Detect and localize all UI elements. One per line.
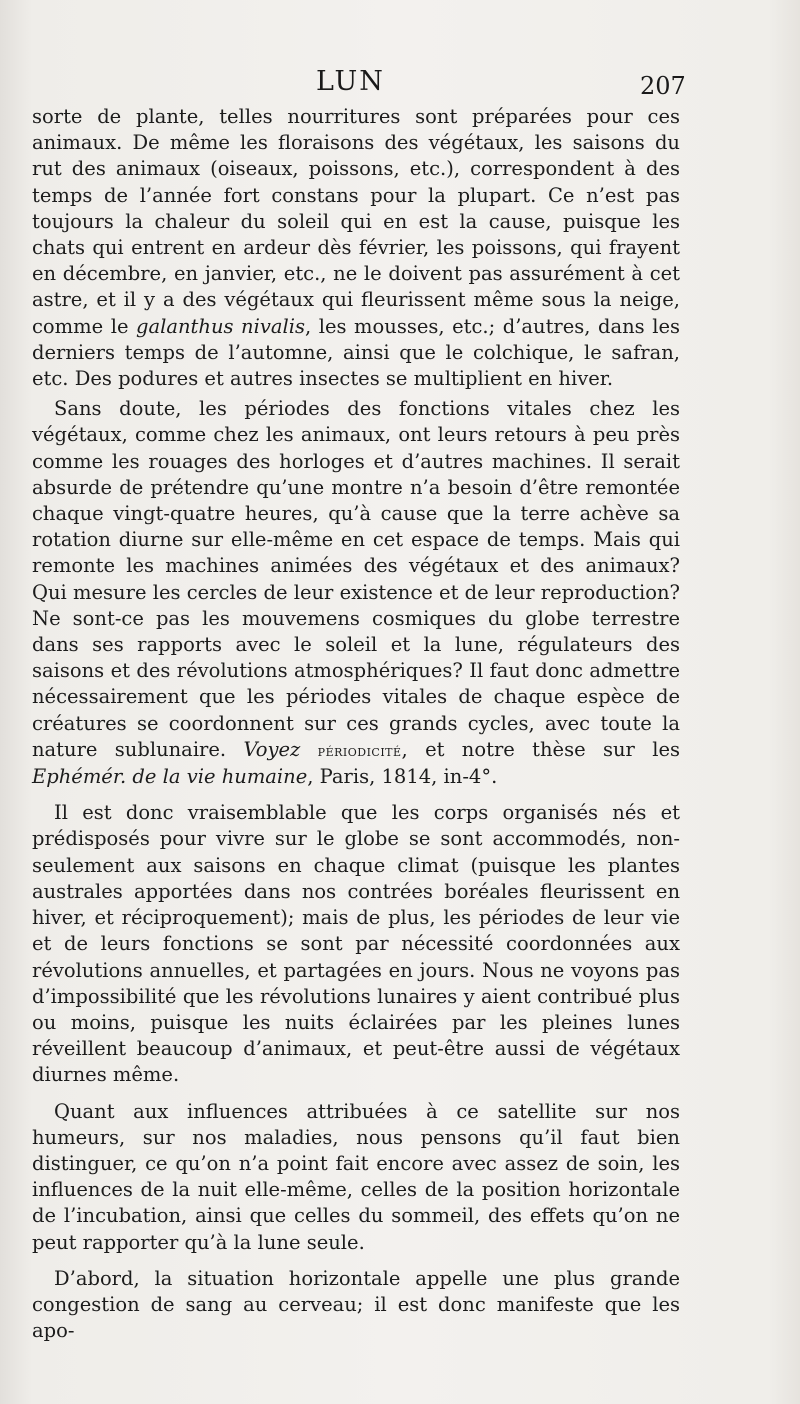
paragraph-2: [32, 396, 680, 790]
paragraph-1-text-b: , les mousses, etc.; d’autres, dans les derniers temps de l’automne, ainsi que le colchique, le safran, etc. Des podures et autres insectes se multiplient en hiver.: [32, 314, 681, 391]
paragraph-3: Il est donc vraisemblable que les corps organisés nés et prédisposés pour vivre sur le globe se sont accommodés, non-seulement aux saisons en chaque climat (puisque les plantes australes apportées dans nos contrées boréales fleurissent en hiver, et réciproquement); mais de plus, les périodes de leur vie et de leurs fonctions se sont par nécessité coordonnées aux révolutions annuelles, et partagées en jours. Nous ne voyons pas d’impossibilité que les révolutions lunaires y aient contribué plus ou moins, puisque les nuits éclairées par les pleines lunes réveillent beaucoup d’animaux, et peut-être aussi de végétaux diurnes même.: [32, 801, 680, 1087]
page-number: 207: [640, 72, 686, 100]
paragraph-2-voyez: Voyez: [243, 737, 301, 761]
paragraph-4: Quant aux influences attribuées à ce satellite sur nos humeurs, sur nos maladies, nous pensons qu’il faut bien distinguer, ce qu’on n’a point fait encore avec assez de soin, les influences de la nuit elle-même, celles de la position horizontale de l’incubation, ainsi que celles du sommeil, des effets qu’on ne peut rapporter qu’à la lune seule.: [32, 1099, 680, 1254]
paragraph-1: [32, 104, 680, 392]
paragraph-2-text-a: Sans doute, les périodes des fonctions vitales chez les végétaux, comme chez les animaux, ont leurs retours à peu près comme les rouages des horloges et d’autres machines. Il serait absurde de prétendre qu’une montre n’a besoin d’être remontée chaque vingt-quatre heures, qu’à cause que la terre achève sa rotation diurne sur elle-même en cet espace de temps. Mais qui remonte les machines animées des végétaux et des animaux? Qui mesure les cercles de leur existence et de leur reproduction? Ne sont-ce pas les mouvemens cosmiques du globe terrestre dans ses rapports avec le soleil et la lune, régulateurs des saisons et des révolutions atmosphériques? Il faut donc admettre nécessairement que les périodes vitales de chaque espèce de créatures se coordonnent sur ces grands cycles, avec toute la nature sublunaire.: [32, 397, 680, 761]
running-head: LUN: [316, 66, 385, 97]
paragraph-5: D’abord, la situation horizontale appelle une plus grande congestion de sang au cerveau; il est donc manifeste que les apo-: [32, 1266, 680, 1343]
paragraph-2-cross-reference: périodicité: [317, 740, 402, 760]
paragraph-2-title: Ephémér. de la vie humaine: [32, 765, 308, 789]
paragraph-1-text-a: sorte de plante, telles nourritures sont préparées pour ces animaux. De même les floraisons des végétaux, les saisons du rut des animaux (oiseaux, poissons, etc.), correspondent à des temps de l’année fort constans pour la plupart. Ce n’est pas toujours la chaleur du soleil qui en est la cause, puisque les chats qui entrent en ardeur dès février, les poissons, qui frayent en décembre, en janvier, etc., ne le doivent pas assurément à cet astre, et il y a des végétaux qui fleurissent même sous la neige, comme le: [32, 105, 680, 338]
page-body: [32, 104, 680, 1344]
paragraph-1-italic: galanthus nivalis: [136, 314, 305, 338]
paragraph-2-text-c: , Paris, 1814, in-4°.: [307, 765, 498, 789]
paragraph-2-text-b: , et notre thèse sur les: [401, 737, 680, 761]
page-header: [0, 64, 800, 100]
